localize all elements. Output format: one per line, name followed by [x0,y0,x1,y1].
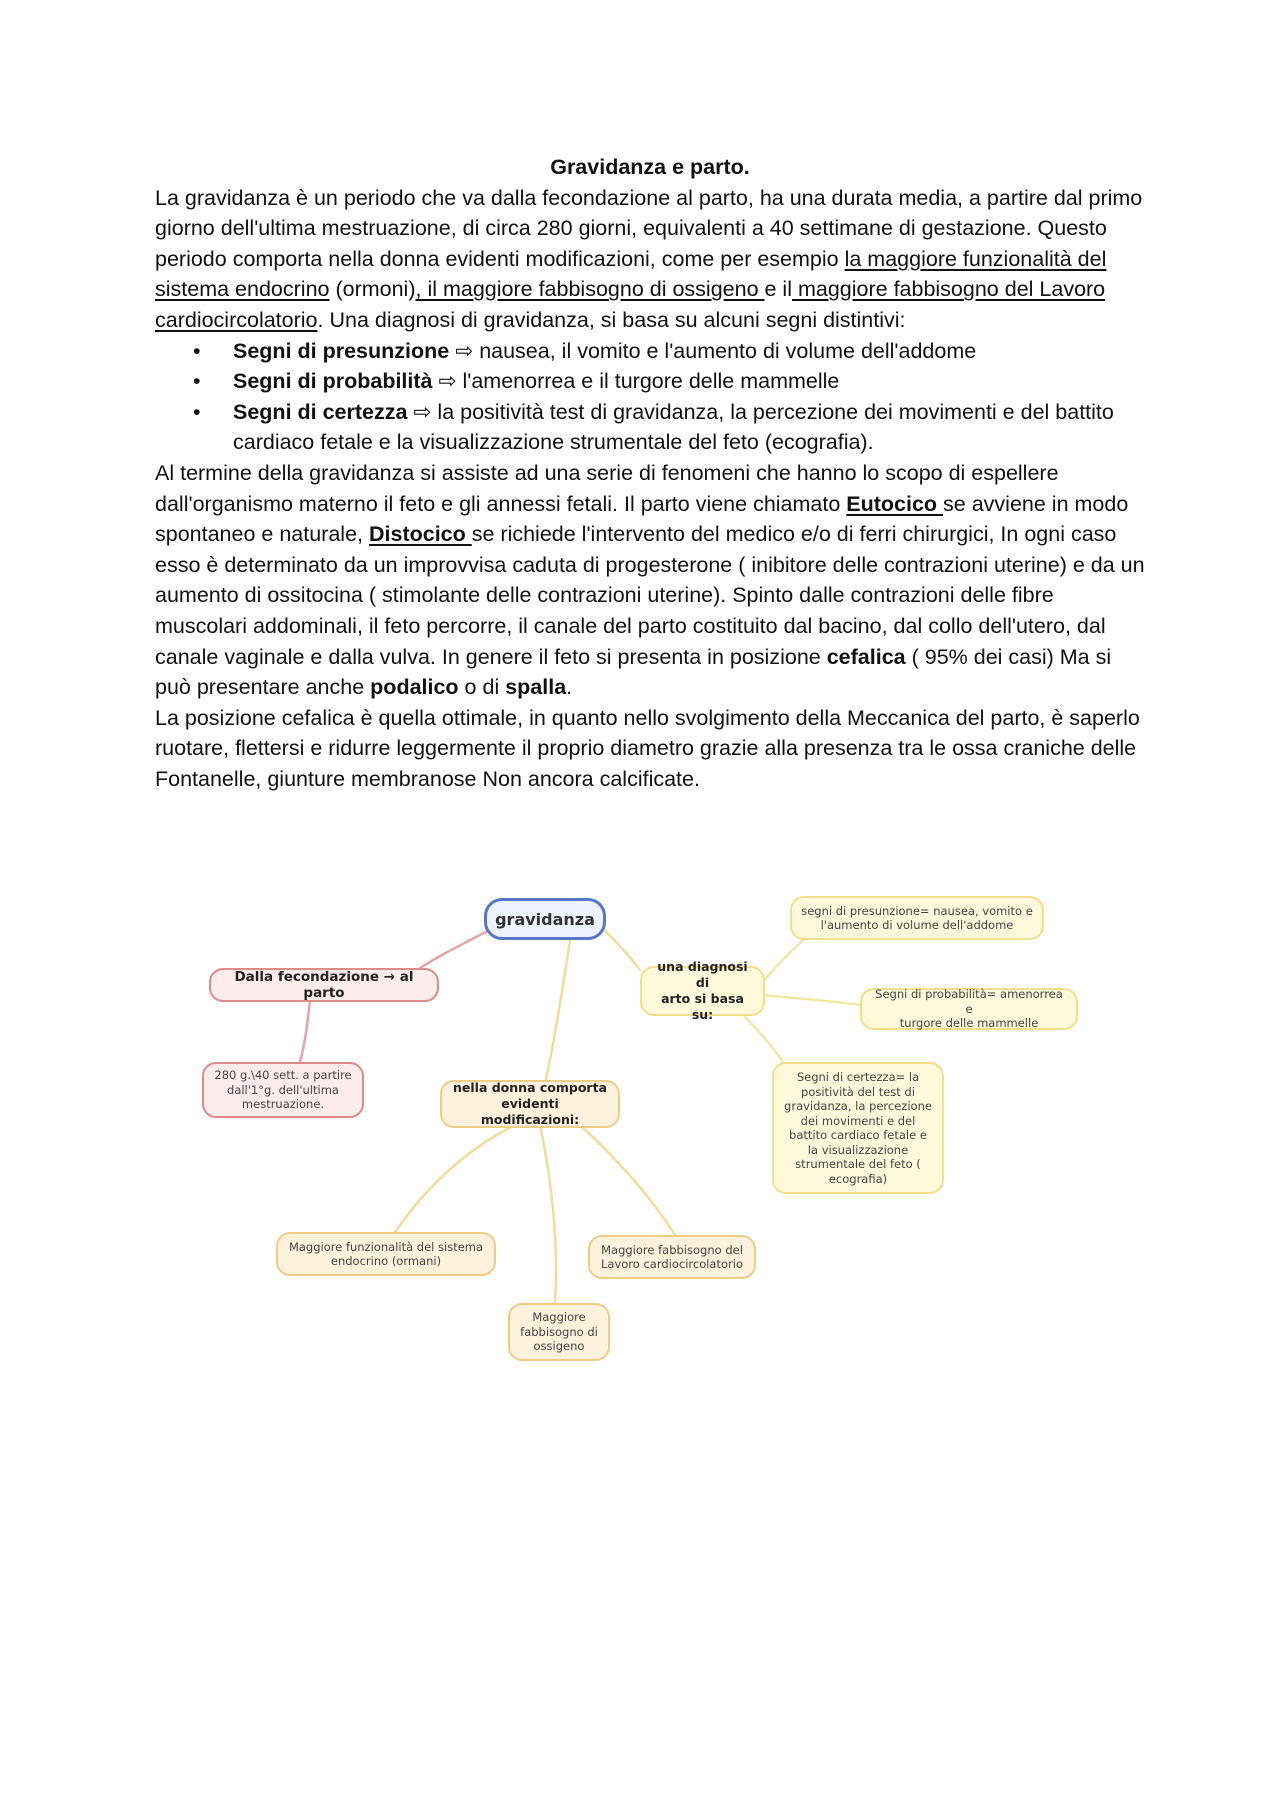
list-item [155,336,1145,367]
sign-label: Segni di presunzione [233,338,450,363]
arrow-icon: ⇨ [432,369,463,394]
node-text: 280 g.\40 sett. a partire dall'1°g. dell'ultima mestruazione. [214,1068,352,1112]
mindmap-root-gravidanza [484,898,606,940]
node-label: gravidanza [495,909,595,929]
mindmap-node-diagnosi [640,959,765,1022]
intro-text: e il [764,277,792,302]
intro-underline-cardio: maggiore fabbisogno del Lavoro cardiocircolatorio [155,277,1106,332]
connector-line [540,1125,556,1305]
connector-line [420,930,490,968]
intro-text: (ormoni) [329,277,416,302]
connector-line [745,1017,785,1065]
arrow-icon: ⇨ [407,399,438,424]
node-text: Segni di probabilità= amenorrea e turgore delle mammelle [875,987,1063,1031]
intro-text: . Una diagnosi di gravidanza, si basa su alcuni segni distintivi: [317,307,906,332]
mindmap-node-certezza [772,1062,944,1194]
node-label: Dalla fecondazione → al parto [234,969,414,1001]
mindmap-node-probabilita [860,988,1078,1030]
term-cefalica: cefalica [826,644,906,669]
mindmap-node-durata [202,1062,364,1118]
connector-line [300,1000,310,1062]
mindmap-node-modificazioni [440,1080,620,1128]
node-text: Maggiore fabbisogno di ossigeno [520,1310,598,1354]
node-text: una diagnosi di arto si basa su: [657,959,748,1022]
intro-underline-ossigeno: , il maggiore fabbisogno di ossigeno [415,277,765,302]
sign-text: l'amenorrea e il turgore delle mammelle [462,369,840,394]
mindmap-node-cardio [588,1235,756,1279]
bullet: • [193,399,201,424]
mindmap-node-ossigeno [508,1303,610,1361]
list-item [155,366,1145,397]
connector-line [602,928,640,970]
birth-text: Al termine della gravidanza si assiste ad una serie di fenomeni che hanno lo scopo di espellere dall'organismo materno il feto e gli annessi fetali. Il parto viene chiamato [155,460,1059,516]
document-title: Gravidanza e parto. [550,155,750,179]
birth-text: ( 95% dei casi) Ma si può presentare anche [155,644,1112,700]
node-text: nella donna comporta evidenti modificazioni: [453,1080,607,1127]
term-spalla: spalla [505,675,567,700]
mindmap-node-endocrino [276,1232,496,1276]
mindmap-node-presunzione [790,896,1044,940]
birth-text: se avviene in modo spontaneo e naturale, [155,491,1129,547]
intro-underline-endocrino: la maggiore funzionalità del sistema endocrino [155,246,1107,302]
sign-label: Segni di certezza [233,399,408,424]
intro-paragraph [155,183,1145,336]
connector-line [395,1125,515,1232]
bullet: • [193,338,201,363]
node-text: segni di presunzione= nausea, vomito e l'aumento di volume dell'addome [801,903,1033,932]
signs-list [155,336,1145,458]
list-item [155,397,1145,458]
intro-text: La gravidanza è un periodo che va dalla fecondazione al parto, ha una durata media, a partire dal primo giorno dell'ultima mestruazione, di circa 280 giorni, equivalenti a 40 settimane di gestazione. Questo periodo comporta nella donna evidenti modificazioni, come per esempio [155,185,1143,271]
birth-text: se richiede l'intervento del medico e/o di ferri chirurgici, In ogni caso esso è determinato da un improvvisa caduta di progesterone ( inibitore delle contrazioni uterine) e da un aumento di ossitocina ( stimolante delle contrazioni uterine). Spinto dalle contrazioni delle fibre muscolari addominali, il feto percorre, il canale del parto costituito dal bacino, dal collo dell'utero, dal canale vaginale e dalla vulva. In genere il feto si presenta in posizione [155,522,1145,669]
document-body [155,152,1145,794]
birth-paragraph [155,458,1145,703]
mindmap-node-fecondazione [209,968,439,1002]
sign-text: la positività test di gravidanza, la percezione dei movimenti e del battito cardiaco fetale e la visualizzazione strumentale del feto (ecografia). [233,399,1114,455]
term-eutocico: Eutocico [846,491,944,516]
term-podalico: podalico [370,675,459,700]
connector-line [545,940,570,1083]
node-text: Maggiore funzionalità del sistema endocrino (ormani) [288,1239,484,1268]
closing-paragraph: La posizione cefalica è quella ottimale, in quanto nello svolgimento della Meccanica del parto, è saperlo ruotare, flettersi e ridurre leggermente il proprio diametro grazie alla presenza tra le ossa craniche delle Fontanelle, giunture membranose Non ancora calcificate. [155,705,1140,791]
birth-text: . [566,675,573,700]
node-text: Maggiore fabbisogno del Lavoro cardiocircolatorio [601,1242,743,1271]
connector-line [580,1125,675,1235]
arrow-icon: ⇨ [449,338,480,363]
connector-line [760,995,862,1005]
sign-text: nausea, il vomito e l'aumento di volume dell'addome [479,338,977,363]
birth-text: o di [458,675,506,700]
term-distocico: Distocico [368,522,472,547]
bullet: • [193,369,201,394]
node-text: Segni di certezza= la positività del test di gravidanza, la percezione dei movimenti e del battito cardiaco fetale e la visualizzazione strumentale del feto ( ecografia) [784,1070,932,1186]
sign-label: Segni di probabilità [233,369,433,394]
